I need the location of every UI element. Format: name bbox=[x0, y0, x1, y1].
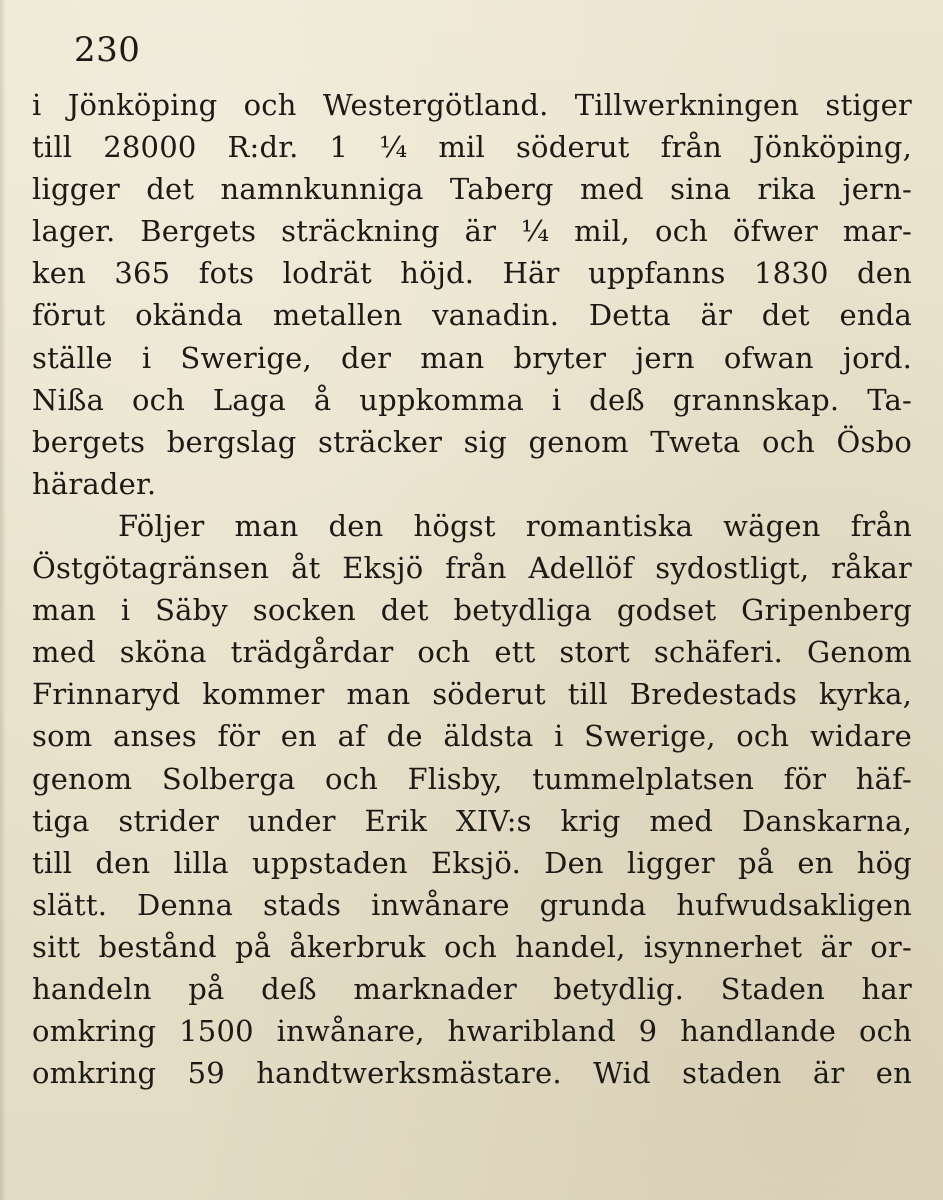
text-line: Östgötagränsen åt Eksjö från Adellöf sydostligt, råkar bbox=[32, 551, 912, 586]
text-line: omkring 1500 inwånare, hwaribland 9 handlande och bbox=[32, 1014, 912, 1049]
text-line: lager. Bergets sträckning är ¼ mil, och öfwer mar- bbox=[32, 214, 912, 249]
text-line: till 28000 R:dr. 1 ¼ mil söderut från Jönköping, bbox=[32, 130, 912, 165]
text-line: ställe i Swerige, der man bryter jern ofwan jord. bbox=[32, 340, 912, 375]
text-line: som anses för en af de äldsta i Swerige, och widare bbox=[32, 719, 912, 754]
text-line: Frinnaryd kommer man söderut till Bredestads kyrka, bbox=[32, 677, 912, 712]
text-line: genom Solberga och Flisby, tummelplatsen för häf- bbox=[32, 761, 912, 796]
text-line: Följer man den högst romantiska wägen från bbox=[118, 508, 912, 543]
paragraph-1 bbox=[32, 84, 912, 505]
text-line: med sköna trädgårdar och ett stort schäferi. Genom bbox=[32, 635, 912, 670]
text-line: handeln på deß marknader betydlig. Staden har bbox=[32, 971, 912, 1006]
text-line: tiga strider under Erik XIV:s krig med Danskarna, bbox=[32, 803, 912, 838]
text-line: sitt bestånd på åkerbruk och handel, isynnerhet är or- bbox=[32, 929, 912, 964]
text-line: förut okända metallen vanadin. Detta är det enda bbox=[32, 298, 912, 333]
text-line: man i Säby socken det betydliga godset Gripenberg bbox=[32, 593, 912, 628]
page-number: 230 bbox=[74, 30, 141, 70]
text-line: Nißa och Laga å uppkomma i deß grannskap. Ta- bbox=[32, 382, 912, 417]
text-line: slätt. Denna stads inwånare grunda hufwudsakligen bbox=[32, 887, 912, 922]
text-line: ligger det namnkunniga Taberg med sina rika jern- bbox=[32, 172, 912, 207]
text-line: till den lilla uppstaden Eksjö. Den ligger på en hög bbox=[32, 845, 912, 880]
text-line: ken 365 fots lodrät höjd. Här uppfanns 1830 den bbox=[32, 256, 912, 291]
text-line: i Jönköping och Westergötland. Tillwerkningen stiger bbox=[32, 88, 912, 122]
text-line: härader. bbox=[32, 466, 157, 501]
text-line: omkring 59 handtwerksmästare. Wid staden är en bbox=[32, 1056, 912, 1091]
text-line: bergets bergslag sträcker sig genom Tweta och Ösbo bbox=[32, 424, 912, 459]
page-edge-shadow bbox=[0, 0, 6, 1200]
body-text bbox=[32, 84, 912, 1094]
paragraph-2 bbox=[32, 505, 912, 1094]
